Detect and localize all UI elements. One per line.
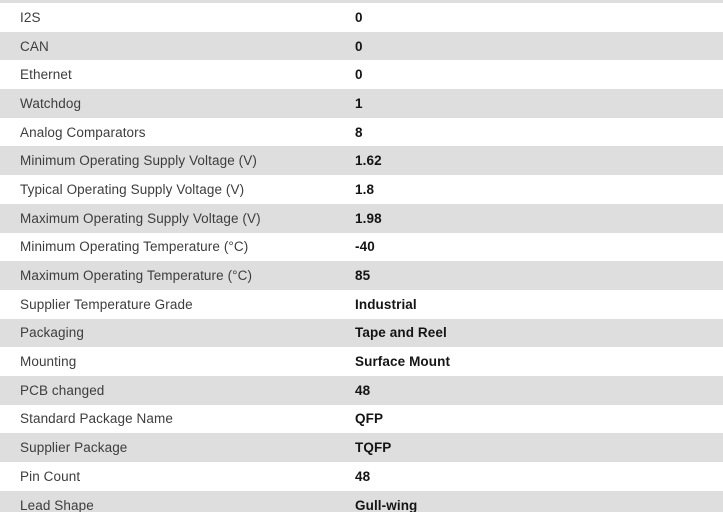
attribute-label: Supplier Temperature Grade xyxy=(20,296,193,312)
attribute-label: Standard Package Name xyxy=(20,411,173,427)
table-row xyxy=(0,433,723,462)
table-row xyxy=(0,491,723,512)
attribute-label: Pin Count xyxy=(20,468,81,484)
attribute-label: I2S xyxy=(20,9,41,25)
table-row xyxy=(0,146,723,175)
attribute-label: PCB changed xyxy=(20,382,105,398)
table-row xyxy=(0,89,723,118)
attribute-value: 48 xyxy=(355,468,371,484)
attribute-label: Minimum Operating Temperature (°C) xyxy=(20,239,249,255)
attribute-value: 0 xyxy=(355,38,363,54)
attribute-label: Lead Shape xyxy=(20,497,94,512)
spec-rows-container xyxy=(0,3,723,512)
attribute-label: Mounting xyxy=(20,354,77,370)
table-row xyxy=(0,32,723,61)
attribute-value: QFP xyxy=(355,411,384,427)
table-row xyxy=(0,405,723,434)
table-row xyxy=(0,462,723,491)
attribute-label: Analog Comparators xyxy=(20,124,146,140)
attribute-label: Packaging xyxy=(20,325,84,341)
attribute-value: 1.62 xyxy=(355,153,382,169)
attribute-value: Surface Mount xyxy=(355,354,451,370)
attribute-value: Gull-wing xyxy=(355,497,418,512)
table-row xyxy=(0,233,723,262)
attribute-value: TQFP xyxy=(355,440,392,456)
attribute-label: Watchdog xyxy=(20,95,82,111)
attribute-value: 1.8 xyxy=(355,181,375,197)
attribute-label: CAN xyxy=(20,38,49,54)
attribute-value: 48 xyxy=(355,382,371,398)
attribute-value: 1.98 xyxy=(355,210,382,226)
table-row xyxy=(0,204,723,233)
table-row xyxy=(0,60,723,89)
attribute-value: 0 xyxy=(355,9,363,25)
table-row xyxy=(0,118,723,147)
attribute-label: Maximum Operating Supply Voltage (V) xyxy=(20,210,261,226)
attribute-label: Ethernet xyxy=(20,67,72,83)
table-row xyxy=(0,290,723,319)
attribute-value: Industrial xyxy=(355,296,417,312)
table-row xyxy=(0,376,723,405)
attribute-value: 8 xyxy=(355,124,363,140)
attribute-value: -40 xyxy=(355,239,375,255)
attribute-value: 85 xyxy=(355,268,371,284)
attribute-value: 1 xyxy=(355,95,363,111)
attribute-label: Maximum Operating Temperature (°C) xyxy=(20,268,253,284)
attribute-value: Tape and Reel xyxy=(355,325,447,341)
table-row xyxy=(0,175,723,204)
table-row xyxy=(0,319,723,348)
attribute-label: Minimum Operating Supply Voltage (V) xyxy=(20,153,257,169)
attribute-value: 0 xyxy=(355,67,363,83)
table-row xyxy=(0,3,723,32)
attribute-label: Supplier Package xyxy=(20,440,128,456)
table-row xyxy=(0,347,723,376)
attribute-label: Typical Operating Supply Voltage (V) xyxy=(20,181,245,197)
table-row xyxy=(0,261,723,290)
